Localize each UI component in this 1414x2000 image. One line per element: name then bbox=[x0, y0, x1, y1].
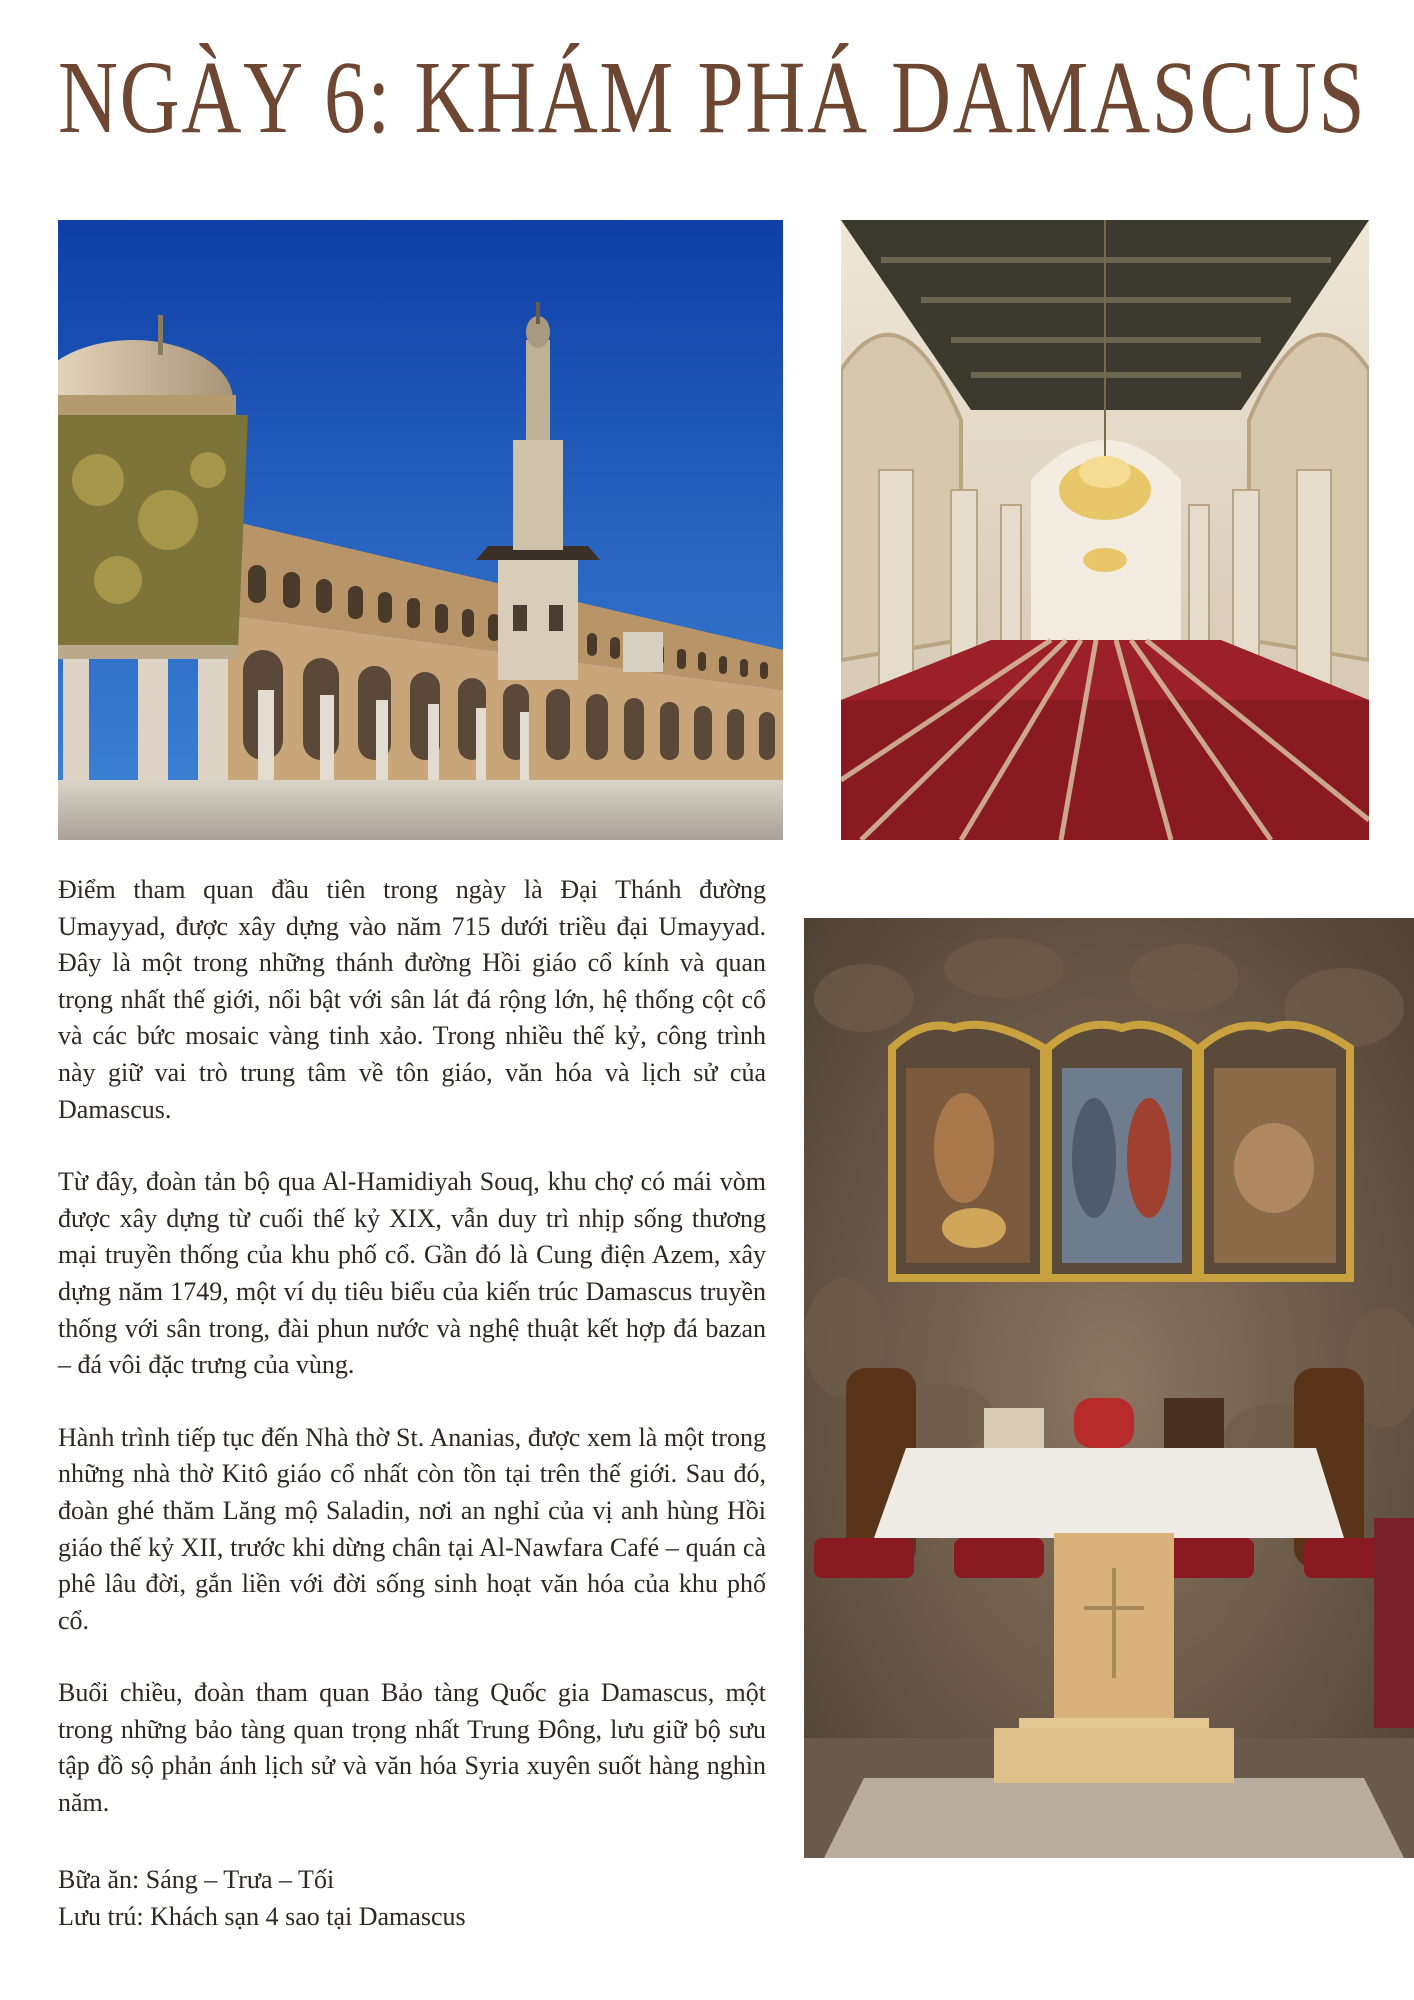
paragraph-ananias-saladin-cafe: Hành trình tiếp tục đến Nhà thờ St. Ananias, được xem là một trong những nhà thờ Kitô giáo cổ nhất còn tồn tại trên thế giới. Sau đó, đoàn ghé thăm Lăng mộ Saladin, nơi an nghỉ của vị anh hùng Hồi giáo thế kỷ XII, trước khi dừng chân tại Al-Nawfara Café – quán cà phê lâu đời, gắn liền với đời sống sinh hoạt văn hóa của khu phố cổ. bbox=[58, 1422, 766, 1635]
paragraph-souq-azem-palace: Từ đây, đoàn tản bộ qua Al-Hamidiyah Souq, khu chợ có mái vòm được xây dựng từ cuối thế kỷ XIX, vẫn duy trì nhịp sống thương mại truyền thống của khu phố cổ. Gần đó là Cung điện Azem, xây dựng năm 1749, một ví dụ tiêu biểu của kiến trúc Damascus truyền thống với sân trong, đài phun nước và nghệ thuật kết hợp đá bazan – đá vôi đặc trưng của vùng. bbox=[58, 1167, 766, 1380]
meals-info: Bữa ăn: Sáng – Trưa – Tối bbox=[58, 1865, 335, 1894]
paragraph-national-museum: Buổi chiều, đoàn tham quan Bảo tàng Quốc gia Damascus, một trong những bảo tàng quan trọng nhất Trung Đông, lưu giữ bộ sưu tập đồ sộ phản ánh lịch sử và văn hóa Syria xuyên suốt hàng nghìn năm. bbox=[58, 1678, 766, 1818]
accommodation-info: Lưu trú: Khách sạn 4 sao tại Damascus bbox=[58, 1901, 466, 1931]
itinerary-description bbox=[58, 872, 766, 1858]
trip-info bbox=[58, 1862, 766, 1935]
umayyad-mosque-courtyard-photo bbox=[58, 220, 783, 840]
page-title: NGÀY 6: KHÁM PHÁ DAMASCUS bbox=[58, 40, 1367, 155]
prayer-hall-interior-photo bbox=[841, 220, 1369, 840]
paragraph-umayyad-mosque: Điểm tham quan đầu tiên trong ngày là Đại Thánh đường Umayyad, được xây dựng vào năm 715 dưới triều đại Umayyad. Đây là một trong những thánh đường Hồi giáo cổ kính và quan trọng nhất thế giới, nổi bật với sân lát đá rộng lớn, hệ thống cột cổ và các bức mosaic vàng tinh xảo. Trong nhiều thế kỷ, công trình này giữ vai trò trung tâm về tôn giáo, văn hóa và lịch sử của Damascus. bbox=[58, 875, 766, 1124]
st-ananias-chapel-altar-photo bbox=[804, 918, 1414, 1858]
